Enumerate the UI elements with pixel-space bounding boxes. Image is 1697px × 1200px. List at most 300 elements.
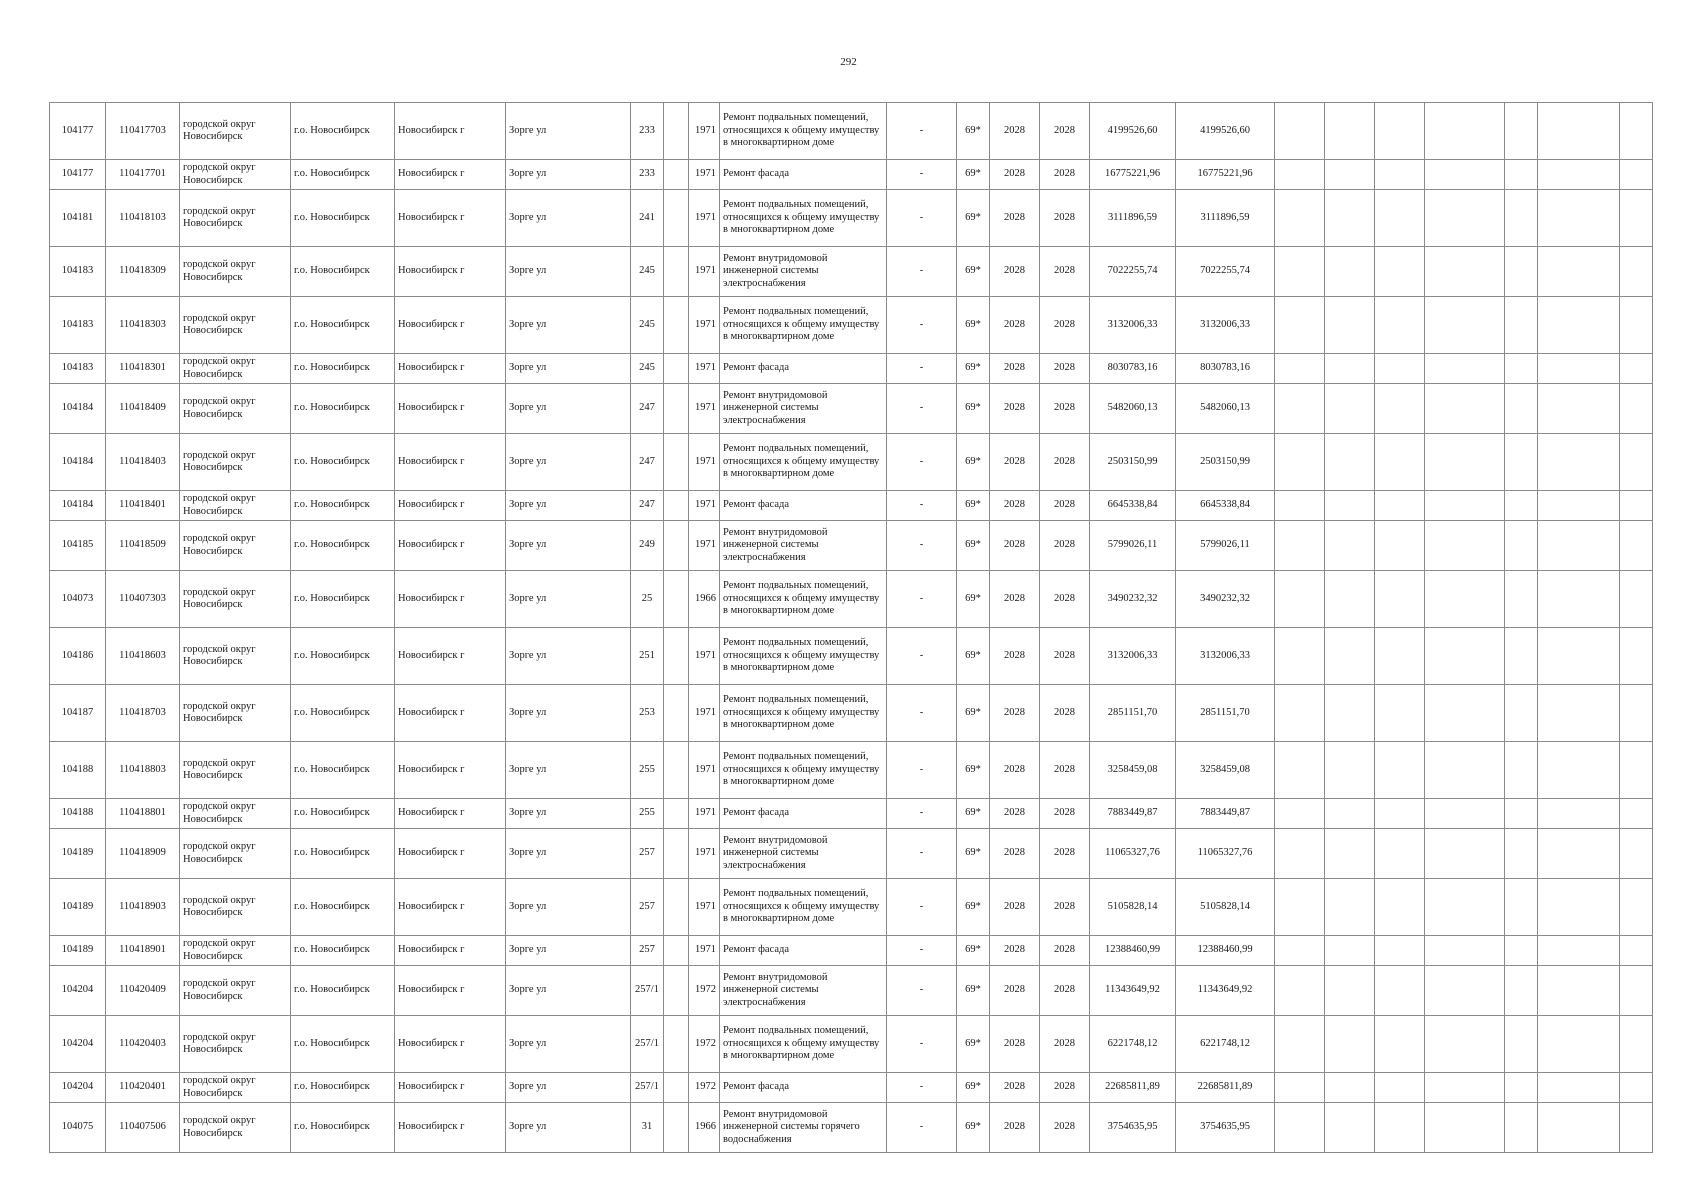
- cell-empty: [1538, 384, 1620, 434]
- cell-year-from: 2028: [990, 966, 1040, 1016]
- cell-empty: [664, 685, 689, 742]
- cell-empty: [1505, 521, 1538, 571]
- cell-mark: 69*: [957, 160, 990, 190]
- cell-id: 104183: [50, 354, 106, 384]
- cell-district: городской округ Новосибирск: [180, 521, 291, 571]
- cell-empty: [1325, 571, 1375, 628]
- cell-work: Ремонт фасада: [720, 936, 887, 966]
- cell-id: 104184: [50, 384, 106, 434]
- cell-city: Новосибирск г: [395, 521, 506, 571]
- cell-district: городской округ Новосибирск: [180, 936, 291, 966]
- cell-work: Ремонт фасада: [720, 160, 887, 190]
- cell-total: 2503150,99: [1176, 434, 1275, 491]
- table-row: [50, 936, 1653, 966]
- cell-dash: -: [887, 628, 957, 685]
- cell-empty: [1325, 1103, 1375, 1153]
- cell-mark: 69*: [957, 936, 990, 966]
- cell-id: 104187: [50, 685, 106, 742]
- table-row: [50, 384, 1653, 434]
- cell-empty: [1325, 297, 1375, 354]
- table-row: [50, 1103, 1653, 1153]
- cell-code: 110418903: [106, 879, 180, 936]
- cell-empty: [1538, 571, 1620, 628]
- cell-total: 5482060,13: [1176, 384, 1275, 434]
- cell-cost: 5105828,14: [1090, 879, 1176, 936]
- cell-empty: [1538, 247, 1620, 297]
- cell-year-to: 2028: [1040, 160, 1090, 190]
- cell-empty: [1538, 829, 1620, 879]
- cell-house: 25: [631, 571, 664, 628]
- cell-year: 1966: [689, 1103, 720, 1153]
- cell-dash: -: [887, 571, 957, 628]
- cell-empty: [1425, 297, 1505, 354]
- cell-empty: [1538, 160, 1620, 190]
- cell-empty: [1375, 628, 1425, 685]
- cell-city: Новосибирск г: [395, 247, 506, 297]
- cell-city: Новосибирск г: [395, 1073, 506, 1103]
- cell-cost: 6645338,84: [1090, 491, 1176, 521]
- cell-year-to: 2028: [1040, 1103, 1090, 1153]
- cell-id: 104204: [50, 1073, 106, 1103]
- cell-dash: -: [887, 354, 957, 384]
- cell-empty: [1325, 384, 1375, 434]
- cell-empty: [1538, 1016, 1620, 1073]
- cell-empty: [1620, 829, 1653, 879]
- cell-empty: [1538, 936, 1620, 966]
- cell-empty: [664, 1016, 689, 1073]
- cell-work: Ремонт подвальных помещений, относящихся к общему имуществу в многоквартирном доме: [720, 434, 887, 491]
- cell-house: 255: [631, 742, 664, 799]
- cell-district: городской округ Новосибирск: [180, 491, 291, 521]
- cell-cost: 5799026,11: [1090, 521, 1176, 571]
- cell-street: Зорге ул: [506, 628, 631, 685]
- cell-street: Зорге ул: [506, 966, 631, 1016]
- cell-dash: -: [887, 1016, 957, 1073]
- cell-work: Ремонт внутридомовой инженерной системы электроснабжения: [720, 384, 887, 434]
- cell-work: Ремонт фасада: [720, 354, 887, 384]
- cell-code: 110407506: [106, 1103, 180, 1153]
- cell-empty: [1505, 742, 1538, 799]
- cell-code: 110418803: [106, 742, 180, 799]
- cell-empty: [1538, 628, 1620, 685]
- cell-mark: 69*: [957, 571, 990, 628]
- cell-empty: [1375, 384, 1425, 434]
- cell-empty: [1538, 742, 1620, 799]
- cell-district: городской округ Новосибирск: [180, 190, 291, 247]
- cell-house: 31: [631, 1103, 664, 1153]
- cell-mark: 69*: [957, 247, 990, 297]
- cell-mark: 69*: [957, 829, 990, 879]
- cell-cost: 7022255,74: [1090, 247, 1176, 297]
- cell-empty: [1375, 491, 1425, 521]
- cell-house: 253: [631, 685, 664, 742]
- cell-empty: [1505, 354, 1538, 384]
- cell-house: 257/1: [631, 1073, 664, 1103]
- cell-code: 110418303: [106, 297, 180, 354]
- cell-total: 2851151,70: [1176, 685, 1275, 742]
- cell-house: 251: [631, 628, 664, 685]
- cell-street: Зорге ул: [506, 190, 631, 247]
- cell-mark: 69*: [957, 879, 990, 936]
- cell-empty: [1325, 879, 1375, 936]
- cell-district: городской округ Новосибирск: [180, 571, 291, 628]
- cell-empty: [1425, 799, 1505, 829]
- cell-empty: [1538, 966, 1620, 1016]
- cell-empty: [1275, 521, 1325, 571]
- cell-empty: [1620, 160, 1653, 190]
- cell-id: 104189: [50, 936, 106, 966]
- cell-work: Ремонт внутридомовой инженерной системы горячего водоснабжения: [720, 1103, 887, 1153]
- cell-mark: 69*: [957, 354, 990, 384]
- cell-empty: [1425, 354, 1505, 384]
- cell-empty: [1275, 384, 1325, 434]
- cell-empty: [1375, 434, 1425, 491]
- cell-cost: 16775221,96: [1090, 160, 1176, 190]
- cell-city: Новосибирск г: [395, 103, 506, 160]
- cell-empty: [664, 491, 689, 521]
- cell-cost: 3132006,33: [1090, 628, 1176, 685]
- cell-street: Зорге ул: [506, 936, 631, 966]
- cell-city: Новосибирск г: [395, 966, 506, 1016]
- cell-cost: 6221748,12: [1090, 1016, 1176, 1073]
- cell-cost: 22685811,89: [1090, 1073, 1176, 1103]
- cell-dash: -: [887, 434, 957, 491]
- cell-empty: [1538, 103, 1620, 160]
- cell-code: 110418901: [106, 936, 180, 966]
- table-row: [50, 1073, 1653, 1103]
- cell-year-to: 2028: [1040, 354, 1090, 384]
- cell-empty: [1275, 190, 1325, 247]
- cell-total: 16775221,96: [1176, 160, 1275, 190]
- cell-year: 1971: [689, 434, 720, 491]
- cell-district: городской округ Новосибирск: [180, 384, 291, 434]
- cell-id: 104075: [50, 1103, 106, 1153]
- cell-empty: [664, 571, 689, 628]
- cell-empty: [1425, 685, 1505, 742]
- cell-year: 1971: [689, 742, 720, 799]
- cell-empty: [1325, 1073, 1375, 1103]
- table-row: [50, 160, 1653, 190]
- cell-empty: [1425, 628, 1505, 685]
- cell-district: городской округ Новосибирск: [180, 1016, 291, 1073]
- cell-empty: [664, 799, 689, 829]
- cell-cost: 2851151,70: [1090, 685, 1176, 742]
- cell-municipality: г.о. Новосибирск: [291, 1016, 395, 1073]
- cell-empty: [1275, 742, 1325, 799]
- cell-municipality: г.о. Новосибирск: [291, 354, 395, 384]
- cell-empty: [1425, 966, 1505, 1016]
- cell-empty: [1325, 247, 1375, 297]
- cell-street: Зорге ул: [506, 685, 631, 742]
- cell-city: Новосибирск г: [395, 571, 506, 628]
- cell-year-from: 2028: [990, 628, 1040, 685]
- cell-municipality: г.о. Новосибирск: [291, 434, 395, 491]
- cell-year-to: 2028: [1040, 966, 1090, 1016]
- cell-empty: [1275, 103, 1325, 160]
- cell-work: Ремонт фасада: [720, 1073, 887, 1103]
- table-row: [50, 434, 1653, 491]
- cell-year-to: 2028: [1040, 434, 1090, 491]
- cell-total: 8030783,16: [1176, 354, 1275, 384]
- cell-empty: [1425, 160, 1505, 190]
- cell-empty: [1325, 936, 1375, 966]
- cell-empty: [664, 521, 689, 571]
- cell-empty: [664, 297, 689, 354]
- cell-empty: [1325, 685, 1375, 742]
- cell-city: Новосибирск г: [395, 742, 506, 799]
- cell-mark: 69*: [957, 742, 990, 799]
- cell-empty: [1620, 742, 1653, 799]
- cell-empty: [1505, 1073, 1538, 1103]
- cell-cost: 3111896,59: [1090, 190, 1176, 247]
- cell-year: 1971: [689, 190, 720, 247]
- cell-empty: [664, 879, 689, 936]
- cell-empty: [1325, 190, 1375, 247]
- cell-empty: [1538, 521, 1620, 571]
- cell-empty: [1505, 434, 1538, 491]
- cell-empty: [1620, 384, 1653, 434]
- cell-code: 110420409: [106, 966, 180, 1016]
- cell-municipality: г.о. Новосибирск: [291, 571, 395, 628]
- cell-empty: [664, 966, 689, 1016]
- cell-empty: [1375, 936, 1425, 966]
- cell-district: городской округ Новосибирск: [180, 742, 291, 799]
- cell-year-to: 2028: [1040, 936, 1090, 966]
- cell-total: 3132006,33: [1176, 297, 1275, 354]
- cell-year-from: 2028: [990, 829, 1040, 879]
- cell-empty: [1538, 685, 1620, 742]
- cell-total: 3258459,08: [1176, 742, 1275, 799]
- cell-code: 110420403: [106, 1016, 180, 1073]
- cell-empty: [1620, 190, 1653, 247]
- cell-code: 110418301: [106, 354, 180, 384]
- cell-district: городской округ Новосибирск: [180, 160, 291, 190]
- cell-dash: -: [887, 742, 957, 799]
- cell-empty: [1325, 742, 1375, 799]
- cell-district: городской округ Новосибирск: [180, 799, 291, 829]
- cell-id: 104181: [50, 190, 106, 247]
- cell-empty: [1425, 571, 1505, 628]
- cell-year-to: 2028: [1040, 628, 1090, 685]
- cell-year: 1971: [689, 384, 720, 434]
- cell-cost: 8030783,16: [1090, 354, 1176, 384]
- cell-year-from: 2028: [990, 103, 1040, 160]
- cell-city: Новосибирск г: [395, 879, 506, 936]
- cell-municipality: г.о. Новосибирск: [291, 160, 395, 190]
- cell-house: 249: [631, 521, 664, 571]
- cell-empty: [1620, 354, 1653, 384]
- cell-code: 110420401: [106, 1073, 180, 1103]
- cell-empty: [1425, 247, 1505, 297]
- cell-district: городской округ Новосибирск: [180, 685, 291, 742]
- cell-mark: 69*: [957, 521, 990, 571]
- cell-empty: [1425, 384, 1505, 434]
- cell-mark: 69*: [957, 1016, 990, 1073]
- cell-dash: -: [887, 160, 957, 190]
- cell-district: городской округ Новосибирск: [180, 354, 291, 384]
- cell-empty: [1620, 799, 1653, 829]
- cell-year-from: 2028: [990, 571, 1040, 628]
- cell-empty: [1425, 434, 1505, 491]
- cell-total: 3490232,32: [1176, 571, 1275, 628]
- cell-district: городской округ Новосибирск: [180, 247, 291, 297]
- cell-year-from: 2028: [990, 1016, 1040, 1073]
- cell-year-from: 2028: [990, 936, 1040, 966]
- cell-empty: [664, 1103, 689, 1153]
- cell-dash: -: [887, 879, 957, 936]
- cell-empty: [1375, 742, 1425, 799]
- cell-empty: [1425, 879, 1505, 936]
- cell-empty: [1325, 103, 1375, 160]
- cell-year-to: 2028: [1040, 297, 1090, 354]
- cell-year-from: 2028: [990, 434, 1040, 491]
- cell-id: 104177: [50, 103, 106, 160]
- cell-year-from: 2028: [990, 247, 1040, 297]
- cell-id: 104188: [50, 799, 106, 829]
- cell-code: 110418509: [106, 521, 180, 571]
- cell-municipality: г.о. Новосибирск: [291, 297, 395, 354]
- cell-house: 247: [631, 384, 664, 434]
- cell-year-from: 2028: [990, 1103, 1040, 1153]
- cell-total: 11065327,76: [1176, 829, 1275, 879]
- cell-year: 1966: [689, 571, 720, 628]
- cell-empty: [1275, 160, 1325, 190]
- cell-dash: -: [887, 936, 957, 966]
- cell-empty: [1425, 1103, 1505, 1153]
- cell-empty: [1325, 628, 1375, 685]
- cell-empty: [1425, 936, 1505, 966]
- cell-empty: [664, 103, 689, 160]
- cell-id: 104189: [50, 879, 106, 936]
- cell-city: Новосибирск г: [395, 799, 506, 829]
- cell-id: 104189: [50, 829, 106, 879]
- cell-street: Зорге ул: [506, 1073, 631, 1103]
- cell-total: 6221748,12: [1176, 1016, 1275, 1073]
- cell-empty: [1505, 103, 1538, 160]
- cell-district: городской округ Новосибирск: [180, 879, 291, 936]
- cell-total: 7883449,87: [1176, 799, 1275, 829]
- cell-work: Ремонт подвальных помещений, относящихся к общему имуществу в многоквартирном доме: [720, 190, 887, 247]
- cell-work: Ремонт подвальных помещений, относящихся к общему имуществу в многоквартирном доме: [720, 103, 887, 160]
- cell-year-to: 2028: [1040, 879, 1090, 936]
- cell-empty: [1375, 799, 1425, 829]
- cell-year-to: 2028: [1040, 521, 1090, 571]
- cell-year: 1971: [689, 297, 720, 354]
- cell-empty: [664, 628, 689, 685]
- cell-empty: [1375, 297, 1425, 354]
- cell-house: 233: [631, 160, 664, 190]
- cell-year-to: 2028: [1040, 1016, 1090, 1073]
- cell-street: Зорге ул: [506, 742, 631, 799]
- cell-dash: -: [887, 247, 957, 297]
- cell-house: 245: [631, 297, 664, 354]
- cell-empty: [1375, 247, 1425, 297]
- cell-empty: [1538, 1073, 1620, 1103]
- table-row: [50, 628, 1653, 685]
- cell-year: 1971: [689, 354, 720, 384]
- cell-work: Ремонт подвальных помещений, относящихся к общему имуществу в многоквартирном доме: [720, 685, 887, 742]
- cell-street: Зорге ул: [506, 103, 631, 160]
- cell-district: городской округ Новосибирск: [180, 434, 291, 491]
- table-row: [50, 491, 1653, 521]
- cell-empty: [1325, 521, 1375, 571]
- cell-id: 104183: [50, 297, 106, 354]
- cell-municipality: г.о. Новосибирск: [291, 1073, 395, 1103]
- cell-cost: 4199526,60: [1090, 103, 1176, 160]
- cell-city: Новосибирск г: [395, 160, 506, 190]
- cell-district: городской округ Новосибирск: [180, 103, 291, 160]
- table-row: [50, 297, 1653, 354]
- cell-empty: [1325, 829, 1375, 879]
- cell-year-to: 2028: [1040, 103, 1090, 160]
- cell-dash: -: [887, 685, 957, 742]
- cell-empty: [1505, 879, 1538, 936]
- cell-year: 1971: [689, 829, 720, 879]
- cell-house: 233: [631, 103, 664, 160]
- cell-year-to: 2028: [1040, 742, 1090, 799]
- cell-empty: [1375, 1073, 1425, 1103]
- cell-empty: [664, 434, 689, 491]
- cell-house: 257: [631, 936, 664, 966]
- cell-municipality: г.о. Новосибирск: [291, 879, 395, 936]
- cell-empty: [1620, 1073, 1653, 1103]
- cell-mark: 69*: [957, 1103, 990, 1153]
- cell-year: 1971: [689, 628, 720, 685]
- cell-code: 110417703: [106, 103, 180, 160]
- cell-empty: [1375, 103, 1425, 160]
- cell-empty: [1275, 491, 1325, 521]
- cell-mark: 69*: [957, 491, 990, 521]
- cell-empty: [1505, 829, 1538, 879]
- cell-year-to: 2028: [1040, 829, 1090, 879]
- cell-empty: [1375, 160, 1425, 190]
- cell-empty: [1538, 297, 1620, 354]
- cell-empty: [1275, 628, 1325, 685]
- cell-year-from: 2028: [990, 1073, 1040, 1103]
- cell-year-from: 2028: [990, 384, 1040, 434]
- cell-id: 104073: [50, 571, 106, 628]
- table-row: [50, 829, 1653, 879]
- cell-empty: [1325, 799, 1375, 829]
- cell-id: 104188: [50, 742, 106, 799]
- cell-work: Ремонт внутридомовой инженерной системы электроснабжения: [720, 247, 887, 297]
- cell-city: Новосибирск г: [395, 190, 506, 247]
- cell-cost: 3258459,08: [1090, 742, 1176, 799]
- cell-total: 5105828,14: [1176, 879, 1275, 936]
- cell-work: Ремонт фасада: [720, 799, 887, 829]
- cell-id: 104204: [50, 966, 106, 1016]
- cell-year-to: 2028: [1040, 1073, 1090, 1103]
- cell-empty: [1275, 247, 1325, 297]
- cell-district: городской округ Новосибирск: [180, 628, 291, 685]
- cell-empty: [1620, 1103, 1653, 1153]
- cell-year-to: 2028: [1040, 190, 1090, 247]
- cell-empty: [1425, 521, 1505, 571]
- cell-id: 104183: [50, 247, 106, 297]
- cell-empty: [1375, 190, 1425, 247]
- cell-work: Ремонт внутридомовой инженерной системы электроснабжения: [720, 829, 887, 879]
- cell-empty: [664, 829, 689, 879]
- table-row: [50, 966, 1653, 1016]
- cell-dash: -: [887, 966, 957, 1016]
- cell-empty: [1375, 1103, 1425, 1153]
- cell-mark: 69*: [957, 384, 990, 434]
- cell-work: Ремонт подвальных помещений, относящихся к общему имуществу в многоквартирном доме: [720, 742, 887, 799]
- cell-work: Ремонт внутридомовой инженерной системы электроснабжения: [720, 966, 887, 1016]
- cell-empty: [1275, 1016, 1325, 1073]
- cell-house: 247: [631, 491, 664, 521]
- cell-street: Зорге ул: [506, 384, 631, 434]
